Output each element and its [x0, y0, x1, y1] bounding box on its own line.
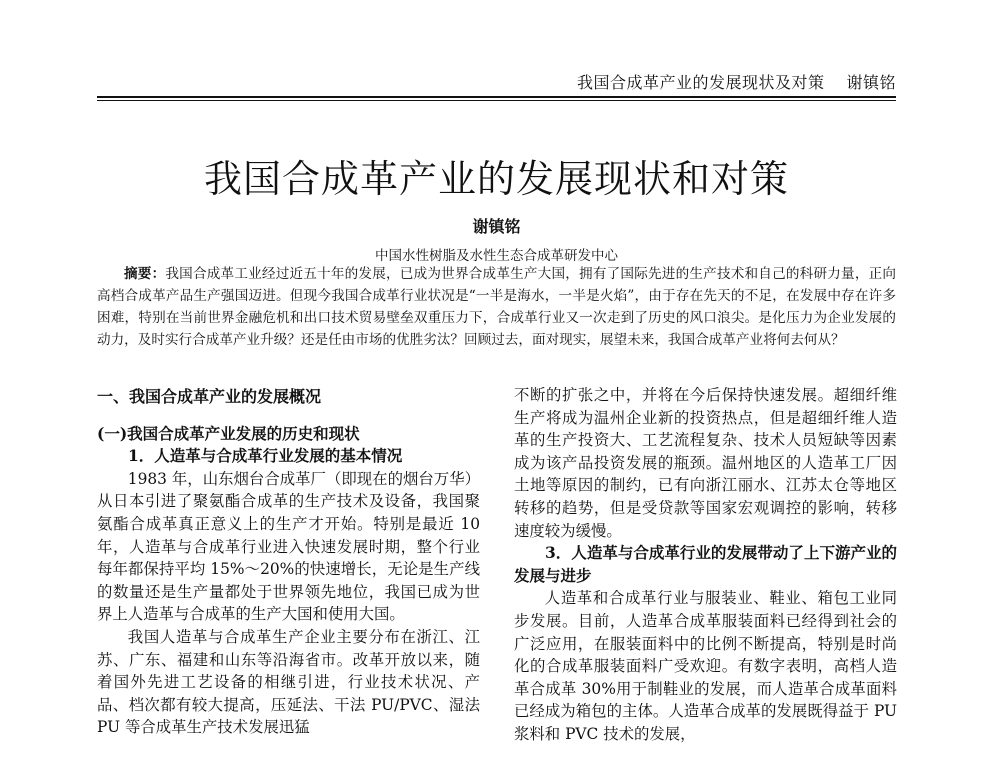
left-paragraph-1: 1983 年，山东烟台合成革厂（即现在的烟台万华）从日本引进了聚氨酯合成革的生产技术及设备，我国聚氨酯合成革真正意义上的生产才开始。特别是最近 10 年，人造革与合成革行业进入快速发展时期，整个行业每年都保持平均 15%～20%的快速增长，无论是生产线的数量还是生产量都处于世界领先地位，我国已成为世界上人造革与合成革的生产大国和使用大国。	[97, 469, 480, 624]
right-column	[514, 384, 897, 746]
right-paragraph-2: 人造革和合成革行业与服装业、鞋业、箱包工业同步发展。目前，人造革合成革服装面料已经得到社会的广泛应用，在服装面料中的比例不断提高，特别是时尚化的合成革服装面料广受欢迎。有数字表明，高档人造革合成革 30%用于制鞋业的发展，而人造革合成革面料已经成为箱包的主体。人造革合成革的发展既得益于 PU 浆料和 PVC 技术的发展，	[514, 589, 897, 743]
header-rule	[97, 96, 896, 101]
article-author: 谢镇铭	[472, 217, 521, 236]
running-header-author: 谢镇铭	[846, 73, 896, 92]
abstract	[97, 263, 896, 351]
abstract-label: 摘要：	[124, 266, 166, 282]
abstract-text: 我国合成革工业经过近五十年的发展，已成为世界合成革生产大国，拥有了国际先进的生产技术和自己的科研力量，正向高档合成革产品生产强国迈进。但现今我国合成革行业状况是“一半是海水，一半是火焰”，由于存在先天的不足，在发展中存在许多困难，特别在当前世界金融危机和出口技术贸易壁垒双重压力下，合成革行业又一次走到了历史的风口浪尖。是化压力为企业发展的动力，及时实行合成革产业升级？还是任由市场的优胜劣汰？回顾过去，面对现实，展望未来，我国合成革产业将何去何从？	[97, 266, 897, 348]
right-paragraph-1: 不断的扩张之中，并将在今后保持快速发展。超细纤维生产将成为温州企业新的投资热点，但是超细纤维人造革的生产投资大、工艺流程复杂、技术人员短缺等因素成为该产品投资发展的瓶颈。温州地区的人造革工厂因土地等原因的制约，已有向浙江丽水、江苏太仓等地区转移的趋势，但是受贷款等国家宏观调控的影响，转移速度较为缓慢。	[514, 386, 897, 540]
subsubsection-heading-3: 3．人造革与合成革行业的发展带动了上下游产业的发展与进步	[514, 543, 897, 585]
left-paragraph-2: 我国人造革与合成革生产企业主要分布在浙江、江苏、广东、福建和山东等沿海省市。改革开放以来，随着国外先进工艺设备的相继引进，行业技术状况、产品、档次都有较大提高，压延法、干法 PU/PVC、湿法 PU 等合成革生产技术发展迅猛	[97, 627, 480, 737]
left-column	[97, 386, 480, 739]
running-header	[97, 70, 896, 93]
subsubsection-heading-1: 1．人造革与合成革行业发展的基本情况	[128, 446, 403, 466]
article-affiliation: 中国水性树脂及水性生态合成革研发中心	[375, 248, 618, 264]
subsection-heading: (一)我国合成革产业发展的历史和现状	[97, 423, 360, 443]
running-header-title: 我国合成革产业的发展现状及对策	[576, 73, 825, 92]
article-title: 我国合成革产业的发展现状和对策	[203, 157, 789, 201]
section-heading-1: 一、我国合成革产业的发展概况	[97, 387, 322, 406]
